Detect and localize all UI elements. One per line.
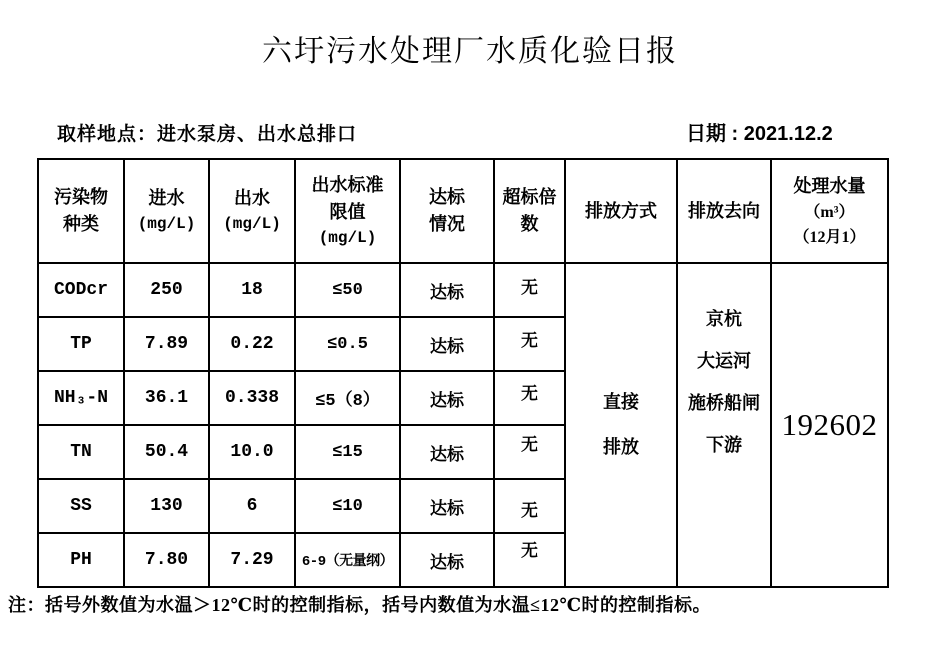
cell-pollutant: PH: [38, 533, 124, 587]
cell-discharge-destination: 京杭 大运河 施桥船闸 下游: [677, 263, 771, 587]
table-row-codcr: [38, 263, 888, 317]
cell-effluent: 18: [209, 263, 295, 317]
cell-influent: 7.80: [124, 533, 209, 587]
header-exceedance-multiple: 超标倍 数: [494, 159, 565, 263]
header-effluent-limit: 出水标准 限值 (mg/L): [295, 159, 400, 263]
cell-limit: ≤5（8）: [295, 371, 400, 425]
cell-effluent: 10.0: [209, 425, 295, 479]
cell-pollutant: TN: [38, 425, 124, 479]
header-discharge-mode: 排放方式: [565, 159, 677, 263]
cell-effluent: 7.29: [209, 533, 295, 587]
cell-limit: ≤15: [295, 425, 400, 479]
cell-exceedance: 无: [494, 479, 565, 533]
cell-pollutant: SS: [38, 479, 124, 533]
header-treated-volume: 处理水量 （m³） （12月1）: [771, 159, 888, 263]
cell-treated-volume: 192602: [771, 263, 888, 587]
report-date-label: 日期 : 2021.12.2: [686, 123, 833, 145]
water-quality-table: [37, 158, 889, 588]
header-influent: 进水 (mg/L): [124, 159, 209, 263]
sample-location-label: 取样地点：进水泵房、出水总排口: [57, 124, 358, 145]
cell-pollutant: NH₃-N: [38, 371, 124, 425]
cell-exceedance: 无: [494, 317, 565, 371]
header-discharge-destination: 排放去向: [677, 159, 771, 263]
cell-limit: ≤10: [295, 479, 400, 533]
cell-influent: 36.1: [124, 371, 209, 425]
cell-exceedance: 无: [494, 263, 565, 317]
cell-effluent: 0.22: [209, 317, 295, 371]
header-effluent: 出水 (mg/L): [209, 159, 295, 263]
cell-influent: 50.4: [124, 425, 209, 479]
cell-pollutant: TP: [38, 317, 124, 371]
cell-limit: 6-9（无量纲）: [295, 533, 400, 587]
cell-compliance: 达标: [400, 479, 494, 533]
cell-influent: 130: [124, 479, 209, 533]
cell-compliance: 达标: [400, 317, 494, 371]
cell-exceedance: 无: [494, 425, 565, 479]
cell-pollutant: CODcr: [38, 263, 124, 317]
cell-influent: 7.89: [124, 317, 209, 371]
cell-compliance: 达标: [400, 263, 494, 317]
cell-discharge-mode: 直接 排放: [565, 263, 677, 587]
cell-effluent: 6: [209, 479, 295, 533]
cell-exceedance: 无: [494, 371, 565, 425]
header-compliance-status: 达标 情况: [400, 159, 494, 263]
cell-effluent: 0.338: [209, 371, 295, 425]
cell-exceedance: 无: [494, 533, 565, 587]
cell-compliance: 达标: [400, 371, 494, 425]
table-header-row: [38, 159, 888, 263]
cell-influent: 250: [124, 263, 209, 317]
cell-limit: ≤0.5: [295, 317, 400, 371]
cell-limit: ≤50: [295, 263, 400, 317]
page-title: 六圩污水处理厂水质化验日报: [262, 35, 678, 68]
header-pollutant-type: 污染物 种类: [38, 159, 124, 263]
cell-compliance: 达标: [400, 425, 494, 479]
footnote: 注：括号外数值为水温＞12℃时的控制指标，括号内数值为水温≤12℃时的控制指标。: [8, 595, 712, 615]
cell-compliance: 达标: [400, 533, 494, 587]
